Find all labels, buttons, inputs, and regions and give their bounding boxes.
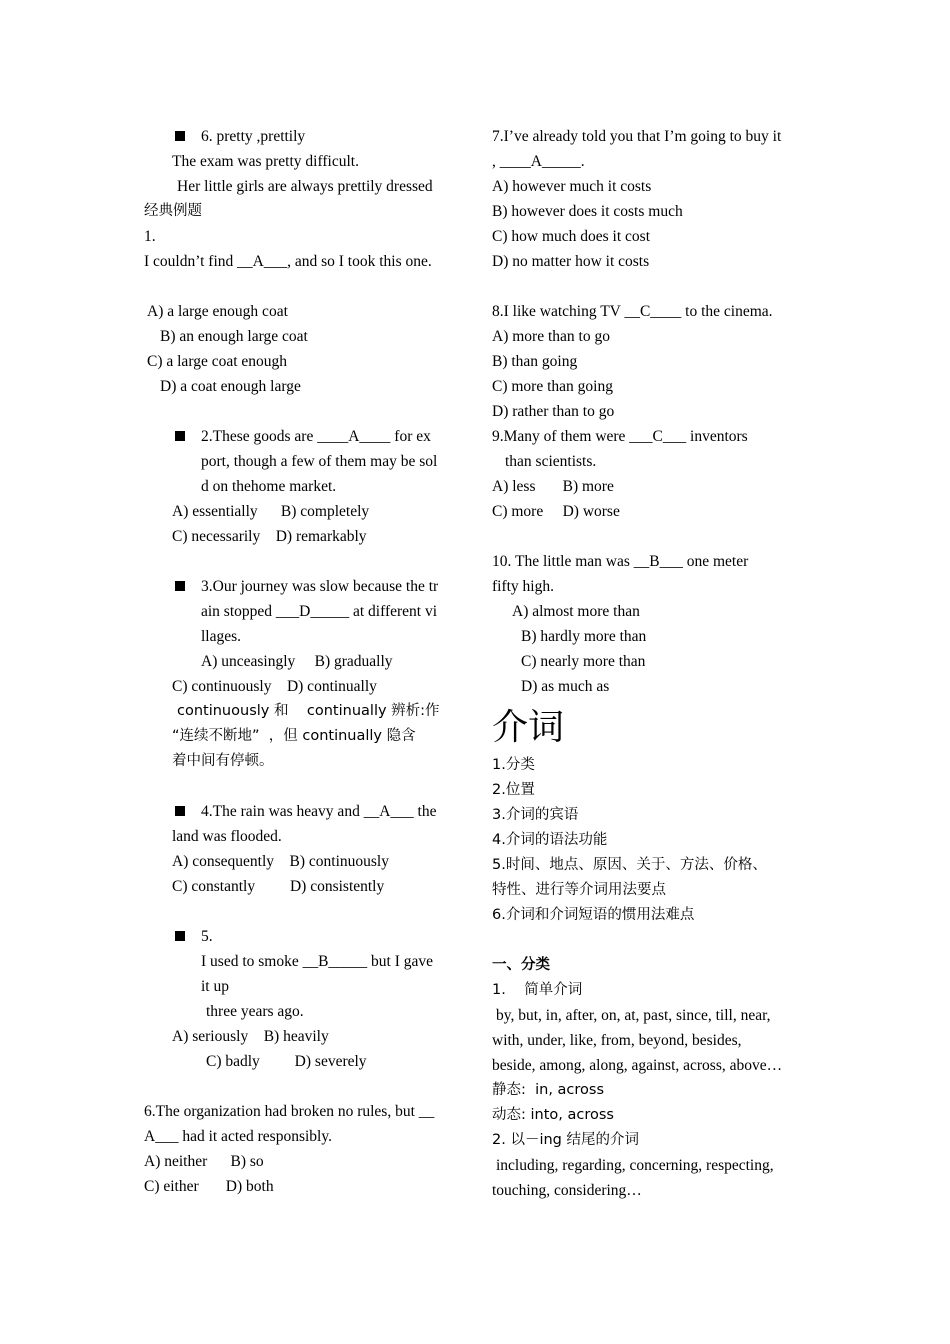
q5-options-cd: C) badly D) severely	[206, 1053, 367, 1070]
q1-number: 1.	[144, 228, 156, 245]
q3-note-1: continuously 和 continually 辨析:作	[177, 703, 440, 719]
q3-note-3: 着中间有停顿。	[172, 753, 274, 769]
q1-text: I couldn’t find __A___, and so I took this one.	[144, 253, 432, 270]
bullet-square-icon	[175, 931, 185, 941]
q3-options-cd: C) continuously D) continually	[172, 678, 377, 695]
q2-options-cd: C) necessarily D) remarkably	[172, 528, 367, 545]
q9-options-cd: C) more D) worse	[492, 503, 620, 520]
q5-options-ab: A) seriously B) heavily	[172, 1028, 329, 1045]
q10-option-b: B) hardly more than	[521, 628, 647, 645]
q3-options-ab: A) unceasingly B) gradually	[201, 653, 393, 670]
q7-option-d: D) no matter how it costs	[492, 253, 650, 270]
q7-option-c: C) how much does it cost	[492, 228, 650, 245]
q7-option-a: A) however much it costs	[492, 178, 652, 195]
q6-heading: 6. pretty ,prettily	[144, 124, 462, 149]
q5-line-2: it up	[201, 978, 229, 995]
bullet-square-icon	[175, 431, 185, 441]
q7-line-2: , ____A_____.	[492, 153, 585, 170]
q10-option-a: A) almost more than	[512, 603, 640, 620]
static-prep: 静态: in, across	[492, 1082, 605, 1098]
simple-prep-line-1: by, but, in, after, on, at, past, since, till, near,	[496, 1007, 771, 1024]
q3-note-2: “连续不断地” ，但 continually 隐含	[172, 728, 416, 744]
q8-option-b: B) than going	[492, 353, 578, 370]
section-title: 介词	[492, 707, 565, 748]
q6b-line-1: 6.The organization had broken no rules, but __	[144, 1103, 435, 1120]
dynamic-prep: 动态: into, across	[492, 1107, 614, 1123]
q6-example-1: The exam was pretty difficult.	[172, 153, 359, 170]
sub-heading: 一、分类	[492, 957, 550, 973]
q8-option-d: D) rather than to go	[492, 403, 615, 420]
q10-option-c: C) nearly more than	[521, 653, 646, 670]
q8-option-a: A) more than to go	[492, 328, 610, 345]
toc-item-3: 3.介词的宾语	[492, 807, 579, 823]
q7-line-1: 7.I’ve already told you that I’m going to buy it	[492, 128, 782, 145]
q6-example-2: Her little girls are always prettily dressed	[177, 178, 433, 195]
q1-option-d: D) a coat enough large	[160, 378, 301, 395]
toc-item-5-cont: 特性、进行等介词用法要点	[492, 882, 666, 898]
q1-option-a: A) a large enough coat	[147, 303, 288, 320]
q1-option-c: C) a large coat enough	[147, 353, 288, 370]
toc-item-5: 5.时间、地点、原因、关于、方法、价格、	[492, 857, 767, 873]
q10-option-d: D) as much as	[521, 678, 610, 695]
q5-number: 5.	[144, 924, 462, 949]
simple-prep-line-2: with, under, like, from, beyond, besides,	[492, 1032, 742, 1049]
q3-line-3: llages.	[201, 628, 242, 645]
q6b-options-cd: C) either D) both	[144, 1178, 274, 1195]
q9-options-ab: A) less B) more	[492, 478, 614, 495]
q2-line-3: d on thehome market.	[201, 478, 337, 495]
q4-options-cd: C) constantly D) consistently	[172, 878, 385, 895]
simple-prep-line-3: beside, among, along, against, across, above…	[492, 1057, 783, 1074]
toc-item-4: 4.介词的语法功能	[492, 832, 608, 848]
q5-line-3: three years ago.	[206, 1003, 304, 1020]
q10-line-1: 10. The little man was __B___ one meter	[492, 553, 749, 570]
toc-item-6: 6.介词和介词短语的惯用法难点	[492, 907, 695, 923]
q4-line-2: land was flooded.	[172, 828, 282, 845]
q1-option-b: B) an enough large coat	[160, 328, 308, 345]
q7-option-b: B) however does it costs much	[492, 203, 683, 220]
simple-prep-title: 1. 简单介词	[492, 982, 583, 998]
q3-line-1: 3.Our journey was slow because the tr	[144, 574, 462, 599]
q4-options-ab: A) consequently B) continuously	[172, 853, 389, 870]
q6b-line-2: A___ had it acted responsibly.	[144, 1128, 332, 1145]
bullet-square-icon	[175, 806, 185, 816]
toc-item-1: 1.分类	[492, 757, 535, 773]
bullet-square-icon	[175, 131, 185, 141]
q2-line-2: port, though a few of them may be sol	[201, 453, 438, 470]
q10-line-2: fifty high.	[492, 578, 554, 595]
ing-prep-line-1: including, regarding, concerning, respecting,	[496, 1157, 774, 1174]
q6b-options-ab: A) neither B) so	[144, 1153, 264, 1170]
q2-options-ab: A) essentially B) completely	[172, 503, 370, 520]
ing-prep-title: 2. 以－ing 结尾的介词	[492, 1132, 639, 1148]
ing-prep-line-2: touching, considering…	[492, 1182, 642, 1199]
q9-line-2: than scientists.	[505, 453, 597, 470]
q9-line-1: 9.Many of them were ___C___ inventors	[492, 428, 748, 445]
examples-title: 经典例题	[144, 203, 202, 219]
q5-line-1: I used to smoke __B_____ but I gave	[201, 953, 434, 970]
right-column	[492, 124, 812, 1203]
q8-line-1: 8.I like watching TV __C____ to the cinema.	[492, 303, 773, 320]
bullet-square-icon	[175, 581, 185, 591]
toc-item-2: 2.位置	[492, 782, 535, 798]
q2-line-1: 2.These goods are ____A____ for ex	[144, 424, 462, 449]
q4-line-1: 4.The rain was heavy and __A___ the	[144, 799, 462, 824]
q8-option-c: C) more than going	[492, 378, 613, 395]
q3-line-2: ain stopped ___D_____ at different vi	[201, 603, 438, 620]
left-column	[144, 124, 462, 1199]
